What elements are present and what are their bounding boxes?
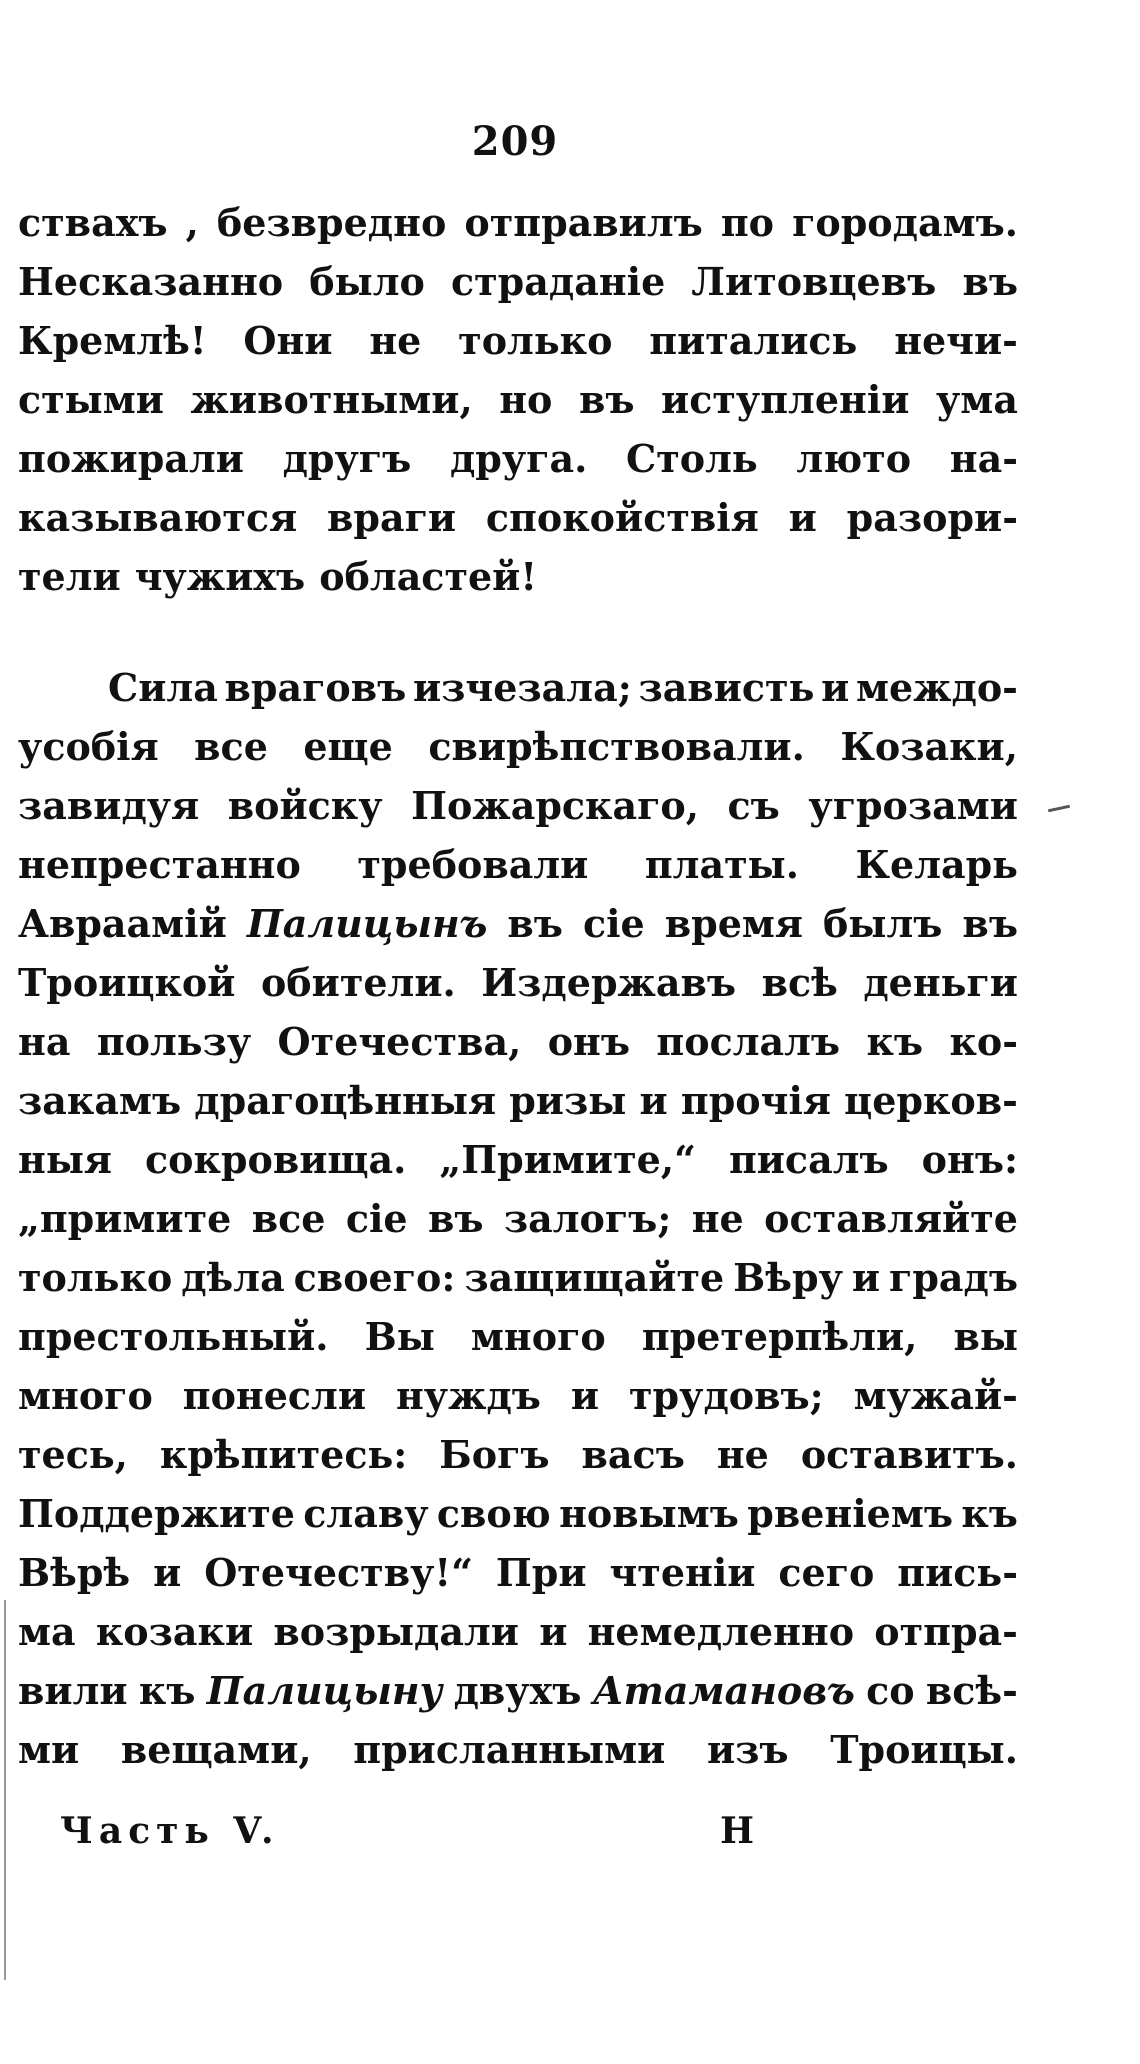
word: Несказанно bbox=[18, 259, 284, 304]
word: былъ bbox=[823, 901, 943, 946]
word: васъ bbox=[581, 1432, 685, 1477]
word: сіе bbox=[345, 1196, 408, 1241]
text-line bbox=[18, 1373, 1018, 1432]
word: и bbox=[639, 1078, 668, 1123]
word: и bbox=[821, 665, 850, 710]
word: войску bbox=[227, 783, 383, 828]
word: онъ bbox=[547, 1019, 631, 1064]
word: непрестанно bbox=[18, 842, 301, 887]
word: въ bbox=[962, 259, 1018, 304]
word: Столь bbox=[626, 436, 758, 481]
word: междо- bbox=[855, 665, 1018, 710]
word: Кремлѣ! bbox=[18, 318, 207, 363]
word: драгоцѣнныя bbox=[194, 1078, 497, 1123]
word: прочія bbox=[680, 1078, 831, 1123]
word: и bbox=[570, 1373, 600, 1418]
word: козаки bbox=[95, 1609, 254, 1654]
word: вы bbox=[953, 1314, 1018, 1359]
word: но bbox=[499, 377, 553, 422]
word: Вы bbox=[364, 1314, 435, 1359]
word: нечи- bbox=[894, 318, 1018, 363]
word: Отечеству!“ bbox=[204, 1550, 473, 1595]
word: безвредно bbox=[216, 200, 447, 245]
word: ума bbox=[935, 377, 1018, 422]
word: двухъ bbox=[453, 1668, 582, 1713]
text-line bbox=[18, 901, 1018, 960]
text-line bbox=[18, 259, 1018, 318]
word: угрозами bbox=[808, 783, 1018, 828]
word: много bbox=[18, 1373, 153, 1418]
word: закамъ bbox=[18, 1078, 182, 1123]
word: трудовъ; bbox=[629, 1373, 824, 1418]
word: отпра- bbox=[874, 1609, 1018, 1654]
word: ми bbox=[18, 1727, 80, 1772]
text-line bbox=[18, 554, 1018, 613]
word: свою bbox=[436, 1491, 551, 1536]
word: присланными bbox=[353, 1727, 666, 1772]
word: друга. bbox=[449, 436, 588, 481]
word: Авраамій bbox=[18, 901, 227, 946]
text-line bbox=[18, 1668, 1018, 1727]
word: церков- bbox=[844, 1078, 1018, 1123]
word: немедленно bbox=[587, 1609, 855, 1654]
text-line bbox=[18, 665, 1018, 724]
word: сіе bbox=[582, 901, 645, 946]
text-line bbox=[18, 1019, 1018, 1078]
word: писалъ bbox=[728, 1137, 889, 1182]
text-line bbox=[18, 1550, 1018, 1609]
word: стыми bbox=[18, 377, 164, 422]
word: враговъ bbox=[224, 665, 407, 710]
footer-part-label: Часть V. bbox=[60, 1810, 280, 1852]
word: Атамановъ bbox=[592, 1668, 855, 1713]
word: новымъ bbox=[559, 1491, 739, 1536]
word: другъ bbox=[282, 436, 412, 481]
word: ризы bbox=[509, 1078, 627, 1123]
word: Троицы. bbox=[830, 1727, 1018, 1772]
word: казываются bbox=[18, 495, 298, 540]
word: и bbox=[153, 1550, 182, 1595]
word: послалъ bbox=[656, 1019, 841, 1064]
word: Козаки, bbox=[840, 724, 1018, 769]
word: къ bbox=[138, 1668, 196, 1713]
word: Келарь bbox=[855, 842, 1018, 887]
word: только bbox=[458, 318, 613, 363]
word: дѣла bbox=[181, 1255, 285, 1300]
word: крѣпитесь: bbox=[159, 1432, 408, 1477]
word: своего: bbox=[293, 1255, 456, 1300]
word: возрыдали bbox=[273, 1609, 519, 1654]
word: зависть bbox=[638, 665, 815, 710]
word: Троицкой bbox=[18, 960, 236, 1005]
text-line bbox=[18, 783, 1018, 842]
word: „примите bbox=[18, 1196, 232, 1241]
word: тели bbox=[18, 554, 121, 599]
word: обители. bbox=[260, 960, 456, 1005]
page-edge-line bbox=[4, 1600, 6, 1980]
text-line bbox=[18, 960, 1018, 1019]
word: со bbox=[866, 1668, 915, 1713]
word: и bbox=[788, 495, 817, 540]
stray-ink-mark bbox=[1048, 805, 1070, 813]
word: Пожарскаго, bbox=[411, 783, 699, 828]
word: спокойствія bbox=[485, 495, 759, 540]
word: онъ: bbox=[921, 1137, 1018, 1182]
word: и bbox=[851, 1255, 881, 1300]
word: „Примите,“ bbox=[439, 1137, 696, 1182]
text-line bbox=[18, 436, 1018, 495]
word: было bbox=[309, 259, 425, 304]
word: не bbox=[691, 1196, 744, 1241]
word: Вѣру bbox=[733, 1255, 843, 1300]
word: Вѣрѣ bbox=[18, 1550, 131, 1595]
text-line bbox=[18, 1432, 1018, 1491]
word: платы. bbox=[644, 842, 799, 887]
word: сокровища. bbox=[145, 1137, 407, 1182]
word: изчезала; bbox=[413, 665, 632, 710]
word: понесли bbox=[182, 1373, 367, 1418]
text-line bbox=[18, 495, 1018, 554]
text-line bbox=[18, 1255, 1018, 1314]
word: славу bbox=[303, 1491, 429, 1536]
word: Богъ bbox=[439, 1432, 550, 1477]
word: все bbox=[194, 724, 268, 769]
text-line bbox=[18, 318, 1018, 377]
word: отправилъ bbox=[464, 200, 703, 245]
word: Отечества, bbox=[277, 1019, 522, 1064]
word: въ bbox=[427, 1196, 484, 1241]
text-line bbox=[18, 1196, 1018, 1255]
word: пожирали bbox=[18, 436, 244, 481]
word: вили bbox=[18, 1668, 128, 1713]
word: много bbox=[470, 1314, 606, 1359]
word: ма bbox=[18, 1609, 76, 1654]
word: люто bbox=[796, 436, 912, 481]
text-line bbox=[18, 1491, 1018, 1550]
word: иступленіи bbox=[661, 377, 910, 422]
word: къ bbox=[866, 1019, 924, 1064]
word: градъ bbox=[889, 1255, 1018, 1300]
word: только bbox=[18, 1255, 173, 1300]
word: не bbox=[716, 1432, 769, 1477]
word: все bbox=[251, 1196, 326, 1241]
word: областей! bbox=[319, 554, 538, 599]
word: на bbox=[18, 1019, 71, 1064]
text-line bbox=[18, 842, 1018, 901]
word: усобія bbox=[18, 724, 159, 769]
word: престольный. bbox=[18, 1314, 329, 1359]
word: Издержавъ bbox=[481, 960, 737, 1005]
paragraph-1 bbox=[18, 200, 1018, 613]
word: пись- bbox=[897, 1550, 1018, 1595]
word: тесь, bbox=[18, 1432, 128, 1477]
word: Они bbox=[243, 318, 333, 363]
word: претерпѣли, bbox=[641, 1314, 918, 1359]
word: не bbox=[369, 318, 422, 363]
word: на- bbox=[949, 436, 1018, 481]
word: къ bbox=[961, 1491, 1018, 1536]
word: пользу bbox=[96, 1019, 252, 1064]
page-footer bbox=[60, 1810, 960, 1860]
word: всѣ bbox=[761, 960, 838, 1005]
text-line bbox=[18, 377, 1018, 436]
word: Поддержите bbox=[18, 1491, 295, 1536]
word: вещами, bbox=[120, 1727, 312, 1772]
text-line bbox=[18, 1314, 1018, 1373]
text-line bbox=[18, 1137, 1018, 1196]
word: страданіе bbox=[451, 259, 666, 304]
word: изъ bbox=[706, 1727, 789, 1772]
word: еще bbox=[303, 724, 393, 769]
word: чужихъ bbox=[134, 554, 306, 599]
word: ствахъ bbox=[18, 200, 168, 245]
word: по bbox=[720, 200, 775, 245]
word: Сила bbox=[108, 665, 218, 710]
word: въ bbox=[507, 901, 563, 946]
word: ныя bbox=[18, 1137, 112, 1182]
page-number: 209 bbox=[471, 118, 559, 165]
word: враги bbox=[327, 495, 457, 540]
text-line bbox=[18, 200, 1018, 259]
word: залогъ; bbox=[503, 1196, 672, 1241]
text-line bbox=[18, 724, 1018, 783]
word: нуждъ bbox=[395, 1373, 541, 1418]
word: питались bbox=[649, 318, 858, 363]
word: разори- bbox=[846, 495, 1018, 540]
word: мужай- bbox=[853, 1373, 1018, 1418]
word: время bbox=[664, 901, 803, 946]
text-line bbox=[18, 1727, 1018, 1786]
word: Литовцевъ bbox=[691, 259, 937, 304]
text-line bbox=[18, 1078, 1018, 1137]
text-line bbox=[18, 1609, 1018, 1668]
word: завидуя bbox=[18, 783, 200, 828]
word: требовали bbox=[357, 842, 589, 887]
word: въ bbox=[962, 901, 1018, 946]
word: свирѣпствовали. bbox=[428, 724, 805, 769]
word: При bbox=[495, 1550, 587, 1595]
word: и bbox=[539, 1609, 568, 1654]
word: , bbox=[185, 200, 199, 245]
word: ко- bbox=[949, 1019, 1018, 1064]
word: оставляйте bbox=[764, 1196, 1018, 1241]
word: защищайте bbox=[464, 1255, 725, 1300]
word: чтеніи bbox=[609, 1550, 756, 1595]
word: Палицыну bbox=[206, 1668, 443, 1713]
paragraph-2 bbox=[18, 665, 1018, 1786]
word: сего bbox=[778, 1550, 875, 1595]
word: рвеніемъ bbox=[747, 1491, 953, 1536]
word: оставитъ. bbox=[800, 1432, 1018, 1477]
word: Палицынъ bbox=[246, 901, 488, 946]
word: деньги bbox=[863, 960, 1018, 1005]
footer-signature-mark: Н bbox=[720, 1810, 755, 1852]
word: въ bbox=[578, 377, 635, 422]
word: городамъ. bbox=[792, 200, 1018, 245]
word: животными, bbox=[190, 377, 473, 422]
word: всѣ- bbox=[925, 1668, 1018, 1713]
word: съ bbox=[727, 783, 780, 828]
